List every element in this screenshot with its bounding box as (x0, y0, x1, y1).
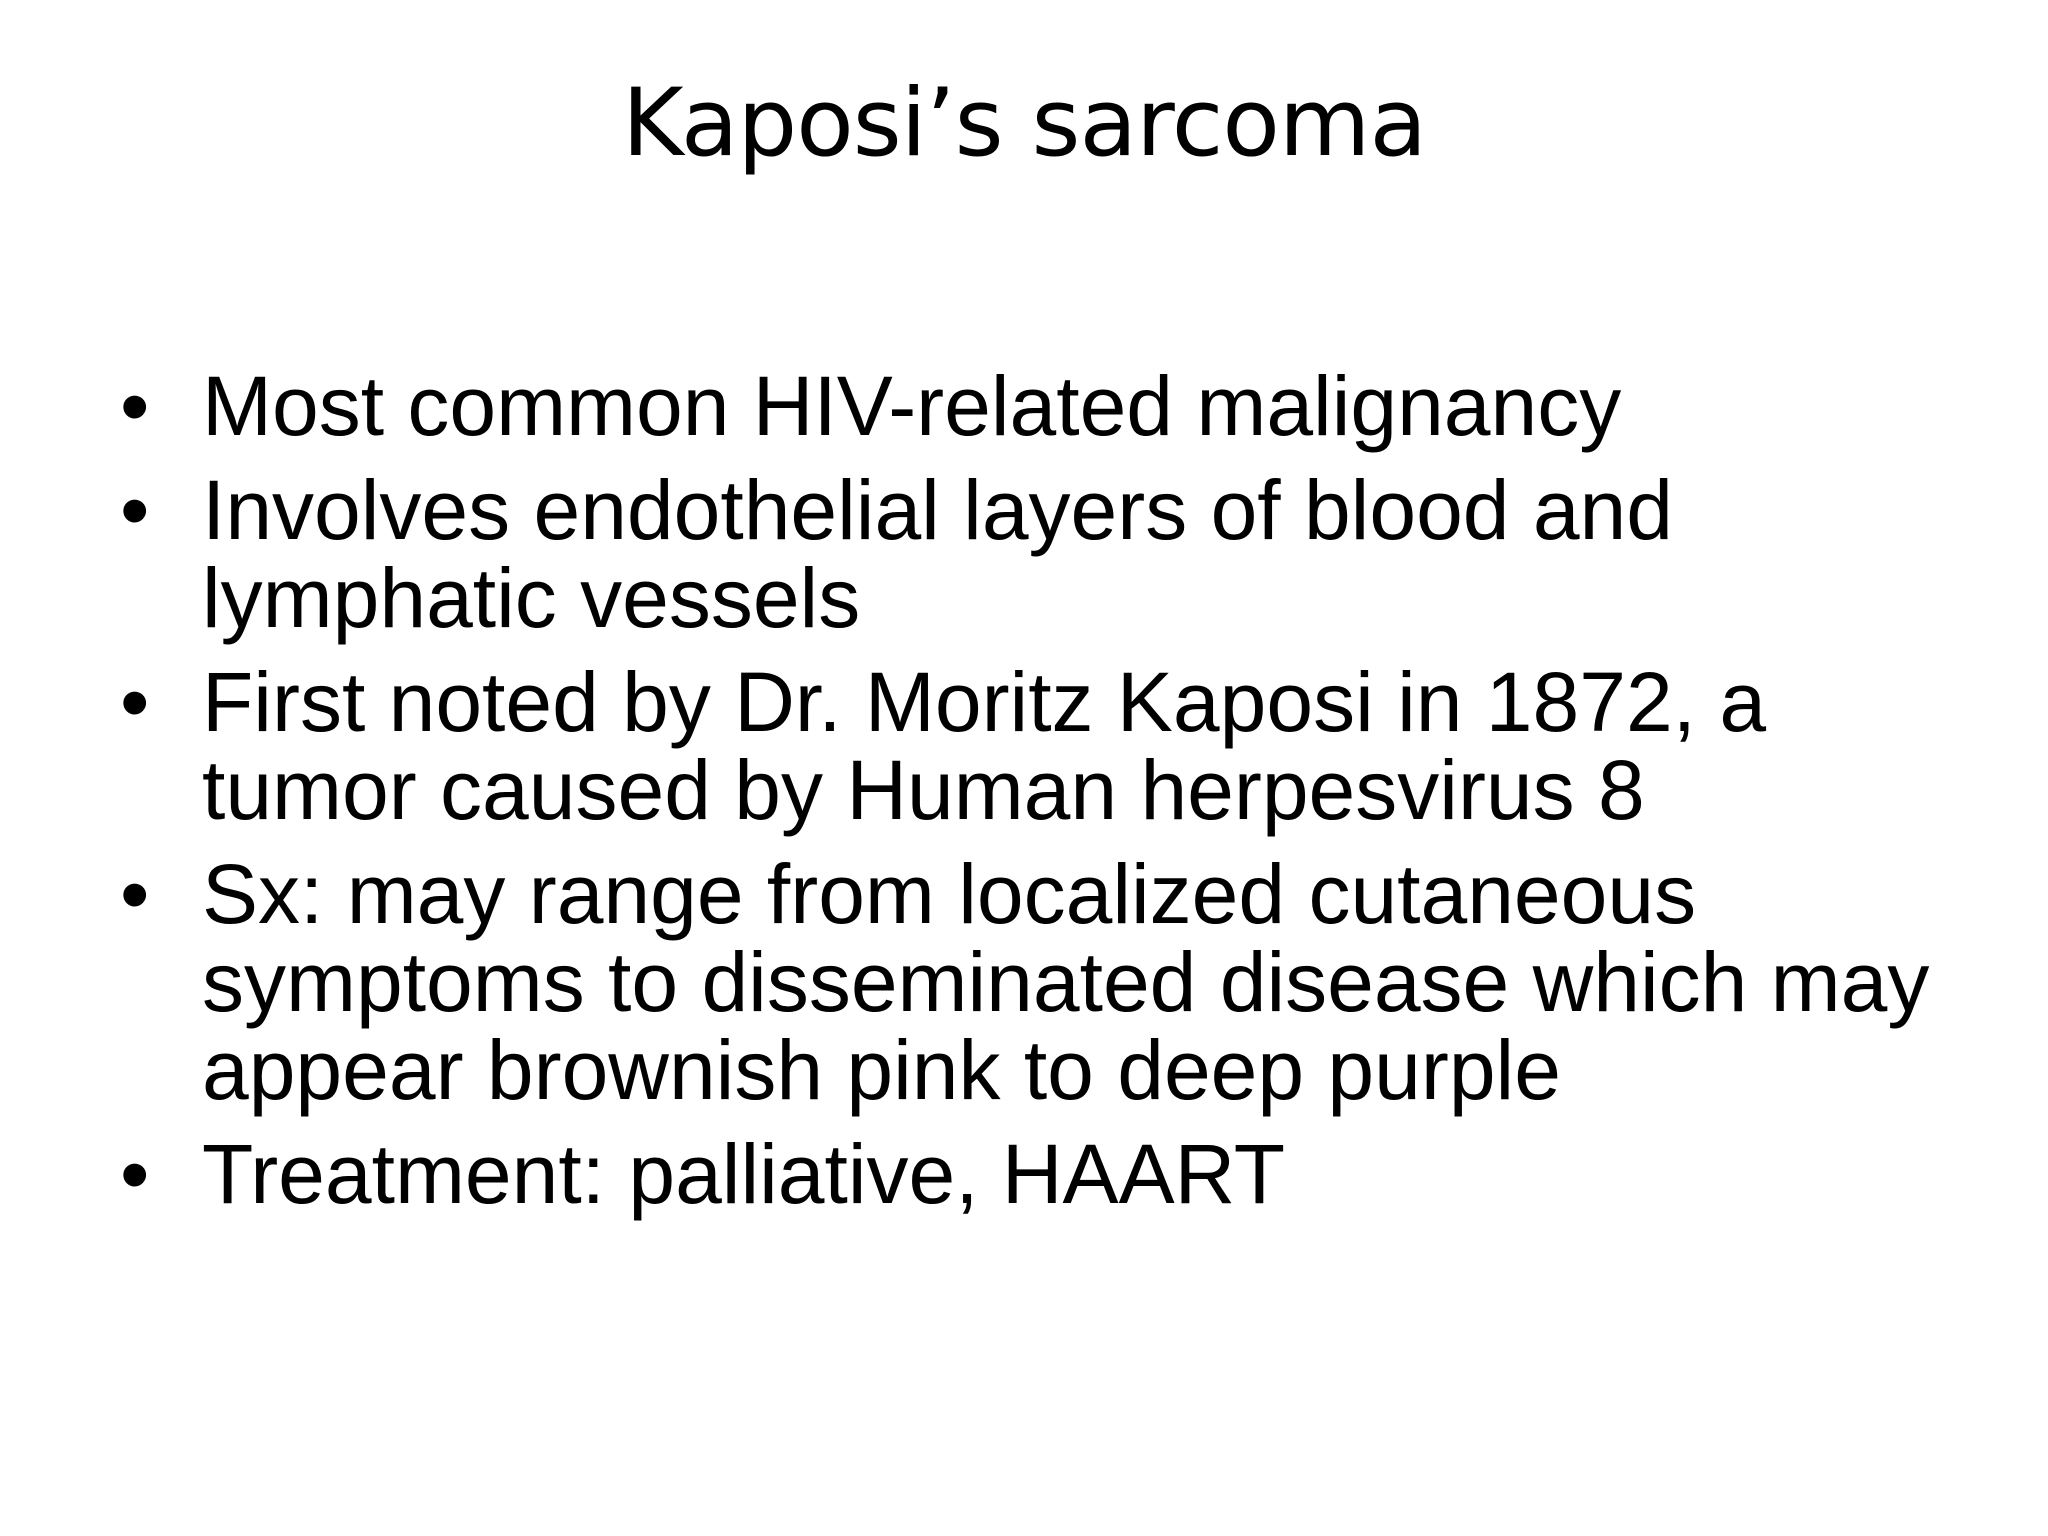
bullet-marker-icon: • (120, 847, 150, 941)
bullet-text: First noted by Dr. Moritz Kaposi in 1872, a tumor caused by Human herpesvirus 8 (202, 655, 1767, 837)
bullet-text: Involves endothelial layers of blood and lymphatic vessels (202, 463, 1673, 645)
bullet-marker-icon: • (120, 1127, 150, 1221)
bullet-item (120, 1127, 1960, 1221)
bullet-text: Treatment: palliative, HAART (202, 1127, 1286, 1221)
bullet-item (120, 359, 1960, 453)
bullet-text: Most common HIV-related malignancy (202, 359, 1622, 453)
bullet-item (120, 655, 1960, 837)
bullet-item (120, 847, 1960, 1117)
bullet-marker-icon: • (120, 655, 150, 749)
bullet-list (120, 359, 1960, 1234)
bullet-marker-icon: • (120, 463, 150, 557)
bullet-text: Sx: may range from localized cutaneous symptoms to disseminated disease which may appear brownish pink to deep purple (202, 847, 1930, 1117)
slide-title: Kaposi’s sarcoma (621, 69, 1427, 178)
bullet-item (120, 463, 1960, 645)
bullet-marker-icon: • (120, 359, 150, 453)
